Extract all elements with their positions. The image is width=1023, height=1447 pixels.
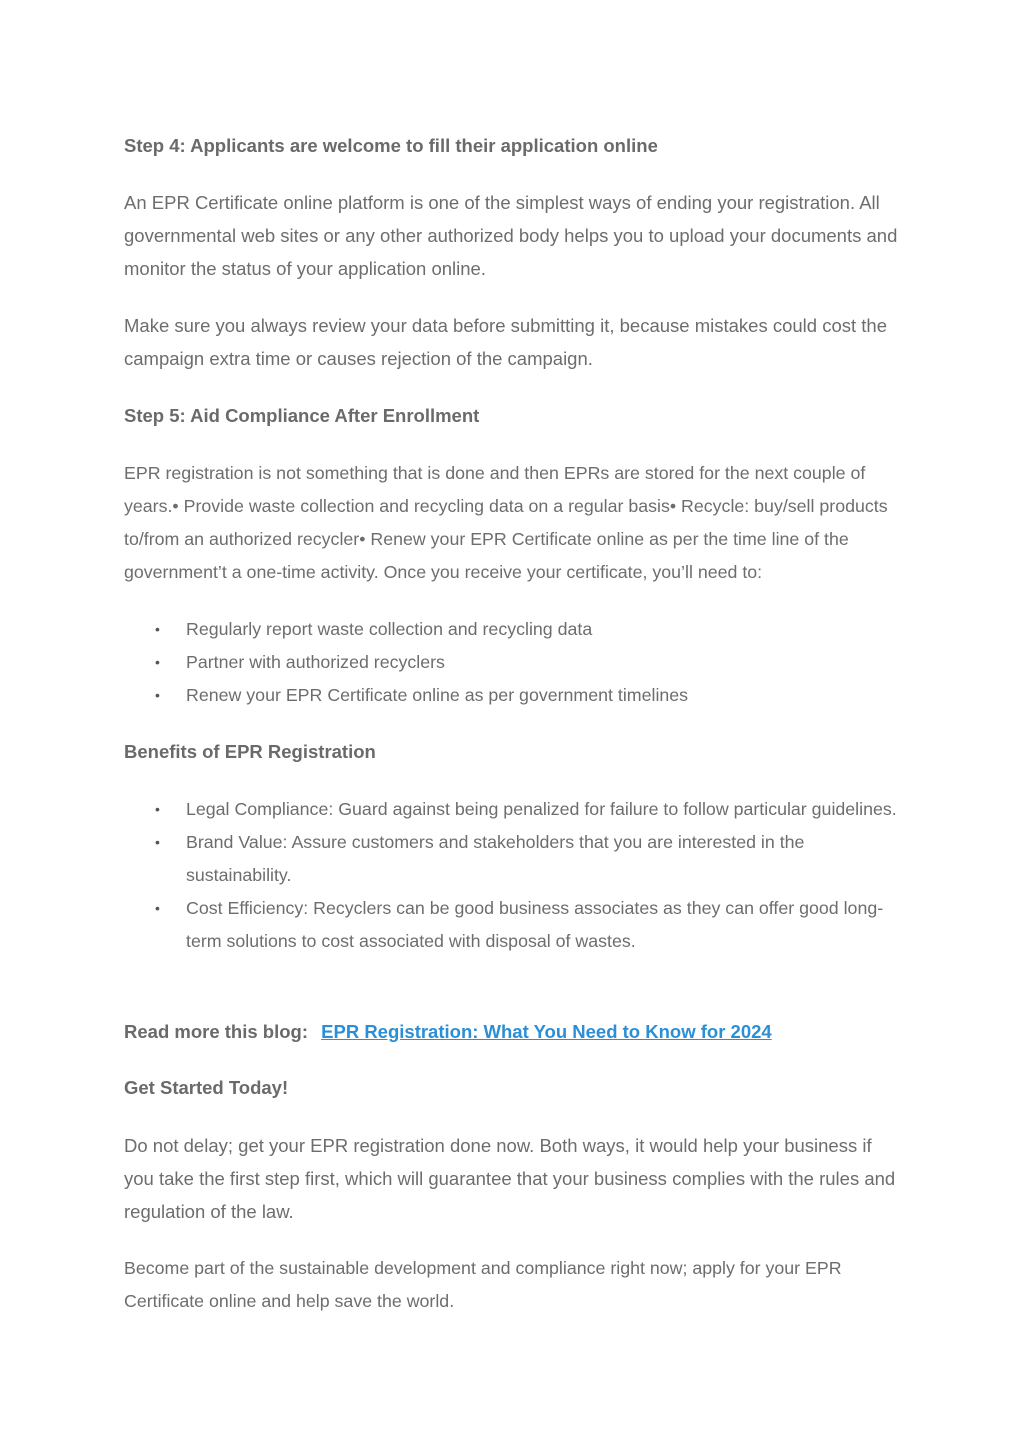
benefits-heading: Benefits of EPR Registration — [124, 741, 376, 762]
list-item-text: Cost Efficiency: Recyclers can be good business associates as they can offer good long-term solutions to cost associated with disposal of wastes. — [186, 898, 884, 951]
list-item — [124, 613, 899, 646]
list-item-text: Renew your EPR Certificate online as per government timelines — [186, 685, 689, 705]
get-started-paragraph-2: Become part of the sustainable development and compliance right now; apply for your EPR Certificate online and help save the world. — [124, 1258, 842, 1311]
list-item — [124, 646, 899, 679]
read-more-label: Read more this blog: — [124, 1021, 308, 1042]
list-item — [124, 892, 899, 958]
list-item-text: Regularly report waste collection and recycling data — [186, 619, 593, 639]
list-item — [124, 826, 899, 892]
get-started-paragraph-1: Do not delay; get your EPR registration done now. Both ways, it would help your business if you take the first step first, which will guarantee that your business complies with the rules and regulation of the law. — [124, 1135, 896, 1222]
read-more-line — [124, 1015, 772, 1048]
step4-paragraph-1: An EPR Certificate online platform is one of the simplest ways of ending your registration. All governmental web sites or any other authorized body helps you to upload your documents and monitor the status of your application online. — [124, 192, 898, 279]
bullet-icon: • — [155, 654, 160, 670]
list-item-text: Partner with authorized recyclers — [186, 652, 445, 672]
step5-heading: Step 5: Aid Compliance After Enrollment — [124, 405, 480, 426]
list-item-text: Legal Compliance: Guard against being penalized for failure to follow particular guidelines. — [186, 799, 897, 819]
list-item-text: Brand Value: Assure customers and stakeholders that you are interested in the sustainability. — [186, 832, 805, 885]
bullet-icon: • — [155, 801, 160, 817]
blog-link[interactable]: EPR Registration: What You Need to Know for 2024 — [321, 1021, 772, 1042]
bullet-icon: • — [155, 900, 160, 916]
bullet-icon: • — [155, 621, 160, 637]
benefits-list — [124, 793, 899, 958]
list-item — [124, 679, 899, 712]
bullet-icon: • — [155, 687, 160, 703]
bullet-icon: • — [155, 834, 160, 850]
get-started-heading: Get Started Today! — [124, 1077, 289, 1098]
step5-list — [124, 613, 899, 712]
step5-paragraph: EPR registration is not something that is done and then EPRs are stored for the next couple of years.• Provide waste collection and recycling data on a regular basis• Recycle: buy/sell products to/from an authorized recycler• Renew your EPR Certificate online as per the time line of the government’t a one-time activity. Once you receive your certificate, you’ll need to: — [124, 463, 888, 582]
list-item — [124, 793, 899, 826]
step4-paragraph-2: Make sure you always review your data before submitting it, because mistakes could cost the campaign extra time or causes rejection of the campaign. — [124, 315, 887, 369]
step4-heading: Step 4: Applicants are welcome to fill their application online — [124, 135, 658, 156]
